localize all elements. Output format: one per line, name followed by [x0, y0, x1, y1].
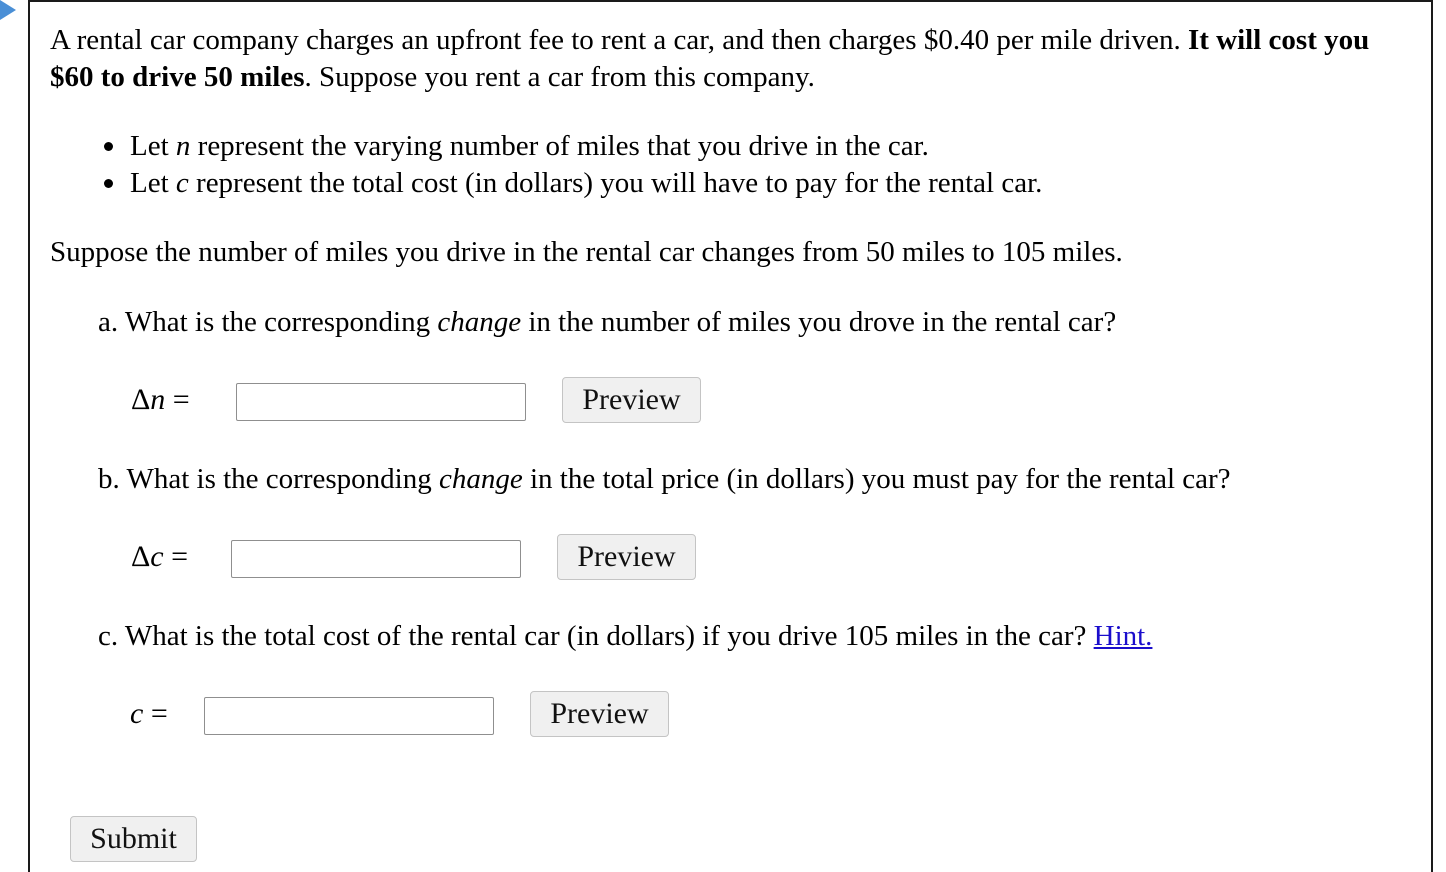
variable-definitions — [100, 128, 1042, 202]
total-cost-input[interactable] — [204, 697, 494, 735]
delta-c-label: Δc = — [131, 540, 189, 573]
intro-text-end: . Suppose you rent a car from this company. — [304, 61, 815, 93]
preview-button-c[interactable]: Preview — [530, 691, 669, 737]
variable-c: c — [175, 167, 189, 199]
question-c: c. What is the total cost of the rental car (in dollars) if you drive 105 miles in the car? Hint. — [98, 620, 1153, 652]
delta-c-input[interactable] — [231, 540, 521, 578]
variable-n: n — [175, 130, 191, 162]
question-a: a. What is the corresponding change in the number of miles you drove in the rental car? — [98, 306, 1117, 338]
preview-button-b[interactable]: Preview — [557, 534, 696, 580]
current-question-arrow-icon — [0, 0, 16, 20]
hint-link[interactable]: Hint. — [1093, 620, 1153, 652]
preview-button-a[interactable]: Preview — [562, 377, 701, 423]
intro-text: A rental car company charges an upfront fee to rent a car, and then charges $0.40 per mile driven. — [50, 24, 1188, 56]
definition-n: Let n represent the varying number of miles that you drive in the car. — [100, 128, 1042, 165]
intro-bold-text: It will cost you $60 to drive 50 miles — [50, 24, 1370, 93]
problem-intro — [50, 22, 1400, 96]
submit-button[interactable]: Submit — [70, 816, 197, 862]
c-label: c = — [130, 697, 168, 730]
suppose-statement: Suppose the number of miles you drive in the rental car changes from 50 miles to 105 miles. — [50, 236, 1123, 268]
delta-n-label: Δn = — [131, 383, 190, 416]
question-b: b. What is the corresponding change in the total price (in dollars) you must pay for the rental car? — [98, 463, 1231, 495]
delta-n-input[interactable] — [236, 383, 526, 421]
definition-c: Let c represent the total cost (in dollars) you will have to pay for the rental car. — [100, 165, 1042, 202]
